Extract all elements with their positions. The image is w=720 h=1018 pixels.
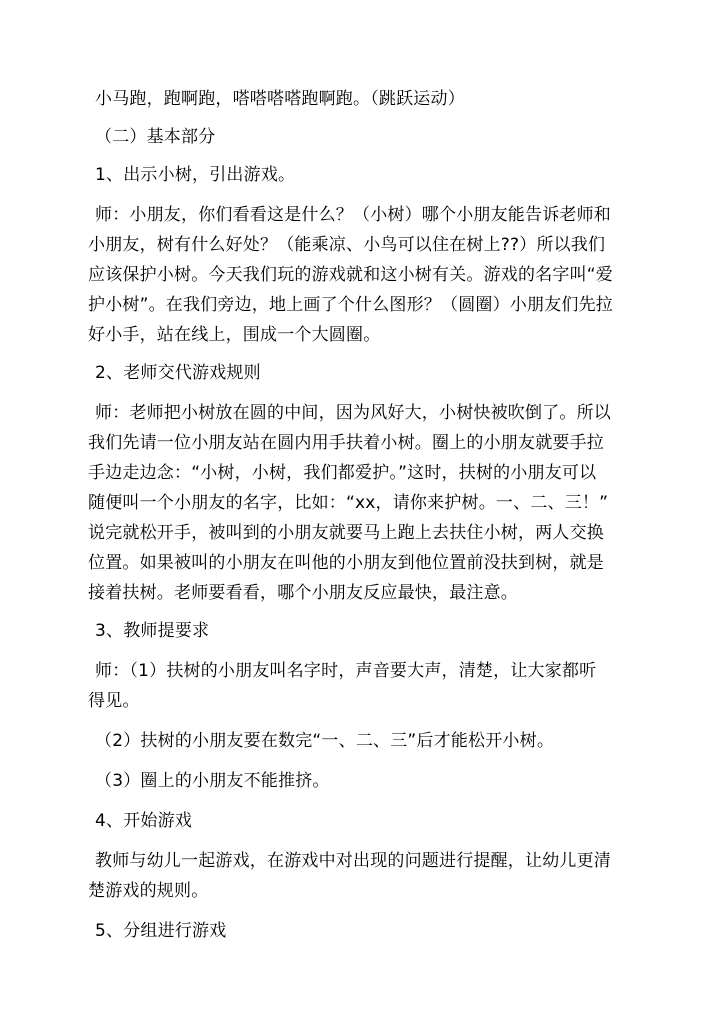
requirement-1-paragraph bbox=[88, 656, 636, 716]
text-line: 1、出示小树，引出游戏。 bbox=[95, 165, 296, 185]
text-line: 教师与幼儿一起游戏，在游戏中对出现的问题进行提醒，让幼儿更清 bbox=[95, 851, 611, 871]
text-line: 小马跑，跑啊跑，嗒嗒嗒嗒跑啊跑。（跳跃运动） bbox=[95, 89, 465, 109]
text-line: 5、分组进行游戏 bbox=[95, 921, 227, 941]
text-line: 我们先请一位小朋友站在圆内用手扶着小树。圈上的小朋友就要手拉 bbox=[88, 433, 604, 453]
text-line: 应该保护小树。今天我们玩的游戏就和这小树有关。游戏的名字叫“爱 bbox=[88, 265, 614, 285]
teacher-intro-paragraph bbox=[88, 200, 636, 350]
step-heading-5 bbox=[88, 916, 636, 946]
requirement-2-paragraph bbox=[88, 726, 636, 756]
requirement-3-paragraph bbox=[88, 766, 636, 796]
text-line: 接着扶树。老师要看看，哪个小朋友反应最快，最注意。 bbox=[88, 583, 518, 603]
text-line: 得见。 bbox=[88, 691, 140, 711]
text-line: 随便叫一个小朋友的名字，比如：“xx，请你来护树。一、二、三！” bbox=[88, 493, 609, 513]
step-heading-1 bbox=[88, 160, 636, 190]
document-body bbox=[88, 84, 636, 946]
play-paragraph bbox=[88, 846, 636, 906]
rules-paragraph bbox=[88, 398, 636, 608]
text-line: （3）圈上的小朋友不能推挤。 bbox=[95, 771, 330, 791]
text-line: 2、老师交代游戏规则 bbox=[95, 363, 261, 383]
text-line: 位置。如果被叫的小朋友在叫他的小朋友到他位置前没扶到树，就是 bbox=[88, 553, 604, 573]
text-line: 说完就松开手，被叫到的小朋友就要马上跑上去扶住小树，两人交换 bbox=[88, 523, 604, 543]
text-line: 师：小朋友，你们看看这是什么？（小树）哪个小朋友能告诉老师和 bbox=[95, 205, 611, 225]
text-line: （2）扶树的小朋友要在数完“一、二、三”后才能松开小树。 bbox=[95, 731, 555, 751]
text-line: 楚游戏的规则。 bbox=[88, 881, 209, 901]
text-line: 好小手，站在线上，围成一个大圆圈。 bbox=[88, 325, 381, 345]
text-line: 3、教师提要求 bbox=[95, 621, 210, 641]
text-line: 手边走边念：“小树，小树，我们都爱护。”这时，扶树的小朋友可以 bbox=[88, 463, 597, 483]
section-heading-basic bbox=[88, 122, 636, 152]
text-line: 护小树”。在我们旁边，地上画了个什么图形？（圆圈）小朋友们先拉 bbox=[88, 295, 614, 315]
rhyme-paragraph bbox=[88, 84, 636, 114]
text-line: （二）基本部分 bbox=[95, 127, 216, 147]
text-line: 4、开始游戏 bbox=[95, 811, 193, 831]
text-line: 师：老师把小树放在圆的中间，因为风好大，小树快被吹倒了。所以 bbox=[95, 403, 611, 423]
step-heading-4 bbox=[88, 806, 636, 836]
step-heading-2 bbox=[88, 358, 636, 388]
text-line: 小朋友，树有什么好处？（能乘凉、小鸟可以住在树上??）所以我们 bbox=[88, 235, 606, 255]
text-line: 师：（1）扶树的小朋友叫名字时，声音要大声，清楚，让大家都听 bbox=[95, 661, 597, 681]
step-heading-3 bbox=[88, 616, 636, 646]
